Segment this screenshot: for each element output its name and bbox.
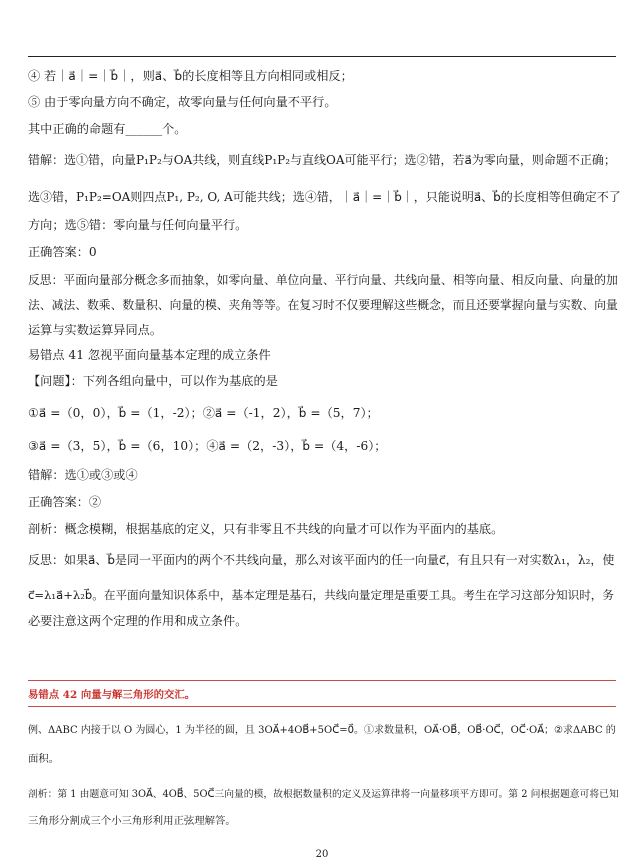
text-line: 反思：平面向量部分概念多而抽象，如零向量、单位向量、平行向量、共线向量、相等向量、相反向量、向量的加 bbox=[28, 273, 618, 287]
example-line: 例、ΔABC 内接于以 O 为圆心，1 为半径的圆，且 3OA⃗+4OB⃗+5OC⃗=0⃗。①求数量积，OA⃗·OB⃗，OB⃗·OC⃗，OC⃗·OA⃗；②求ΔABC 的 bbox=[28, 725, 616, 736]
section-42-heading: 易错点 42 向量与解三角形的交汇。 bbox=[28, 689, 196, 701]
text-line: 运算与实数运算异同点。 bbox=[28, 323, 163, 337]
text-line: 正确答案：0 bbox=[28, 245, 97, 259]
text-line: 正确答案：② bbox=[28, 495, 102, 509]
text-line: 反思：如果a⃗、b⃗是同一平面内的两个不共线向量，那么对该平面内的任一向量c⃗，有且只有一对实数λ₁，λ₂，使 bbox=[28, 553, 615, 567]
text-line: ④ 若｜a⃗｜=｜b⃗｜，则a⃗、b⃗的长度相等且方向相同或相反； bbox=[28, 69, 353, 83]
text-line: ⑤ 由于零向量方向不确定，故零向量与任何向量不平行。 bbox=[28, 95, 337, 109]
text-line: c⃗=λ₁a⃗+λ₂b⃗。在平面向量知识体系中，基本定理是基石，共线向量定理是重要工具。考生在学习这部分知识时，务 bbox=[28, 588, 614, 602]
analysis-line: 三角形分割成三个小三角形利用正弦理解答。 bbox=[28, 815, 236, 827]
text-line: 必要注意这两个定理的作用和成立条件。 bbox=[28, 614, 248, 628]
page-number: 20 bbox=[315, 849, 329, 860]
header-rule bbox=[28, 56, 616, 57]
text-line: 错解：选①错，向量P₁P₂与OA共线，则直线P₁P₂与直线OA可能平行；选②错，若a⃗为零向量，则命题不正确； bbox=[28, 153, 616, 167]
text-line: 剖析：概念模糊，根据基底的定义，只有非零且不共线的向量才可以作为平面内的基底。 bbox=[28, 522, 504, 536]
example-line: 面积。 bbox=[28, 753, 60, 765]
text-line: 选③错，P₁P₂=OA则四点P₁, P₂, O, A可能共线；选④错，｜a⃗｜=｜b⃗｜，只能说明a⃗、b⃗的长度相等但确定不了 bbox=[28, 190, 621, 204]
text-line: 错解：选①或③或④ bbox=[28, 468, 138, 482]
analysis-line: 剖析：第 1 由题意可知 3OA⃗、4OB⃗、5OC⃗三向量的模，故根据数量积的定义及运算律将一向量移项平方即可。第 2 问根据题意可将已知 bbox=[28, 789, 619, 800]
section-41-heading: 易错点 41 忽视平面向量基本定理的成立条件 bbox=[28, 348, 271, 362]
section-42-bottom-rule bbox=[28, 706, 616, 707]
text-line: 法、减法、数乘、数量积、向量的模、夹角等等。在复习时不仅要理解这些概念，而且还要掌握向量与实数、向量 bbox=[28, 298, 618, 312]
text-line: ③a⃗ =（3，5），b⃗ =（6，10）；④a⃗ =（2，-3），b⃗ =（4，-6）； bbox=[28, 439, 387, 453]
text-line: 方向；选⑤错：零向量与任何向量平行。 bbox=[28, 218, 248, 232]
text-line: 【问题】：下列各组向量中，可以作为基底的是 bbox=[28, 374, 278, 388]
text-line: 其中正确的命题有______个。 bbox=[28, 122, 187, 136]
text-line: ①a⃗ =（0，0），b⃗ =（1，-2）；②a⃗ =（-1，2），b⃗ =（5，7）； bbox=[28, 406, 379, 420]
section-42-top-rule bbox=[28, 680, 616, 681]
